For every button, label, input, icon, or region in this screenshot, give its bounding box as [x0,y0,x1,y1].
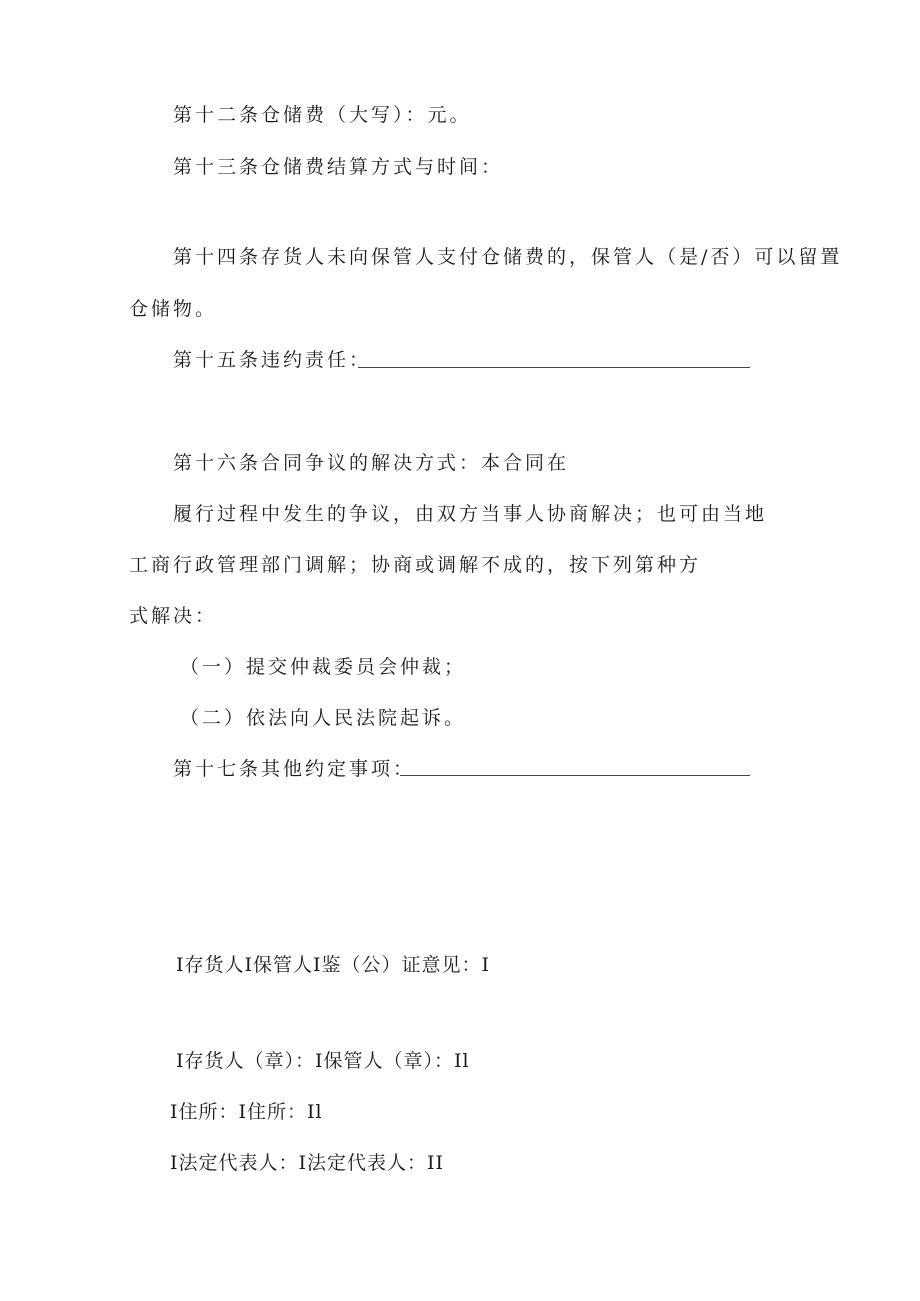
signature-address-row: I住所：I住所：Il [170,1101,323,1123]
signature-representative-row: I法定代表人：I法定代表人：II [170,1152,445,1174]
article-16-line-1: 第十六条合同争议的解决方式：本合同在 [173,452,570,474]
article-12: 第十二条仓储费（大写）：元。 [173,104,472,126]
dispute-option-2: （二）依法向人民法院起诉。 [180,707,467,729]
dispute-option-1: （一）提交仲裁委员会仲裁； [180,656,467,678]
article-17: 第十七条其他约定事项： [173,758,416,780]
article-16-line-3: 工商行政管理部门调解；协商或调解不成的，按下列第种方 [129,554,702,576]
article-14-line-1: 第十四条存货人未向保管人支付仓储费的，保管人（是/否）可以留置 [173,246,843,268]
article-14-line-2: 仓储物。 [129,298,218,320]
article-16-line-4: 式解决： [129,605,218,627]
signature-seal-row: I存货人（章）：I保管人（章）：Il [176,1050,470,1072]
article-15-blank-line [358,367,750,368]
article-16-line-2: 履行过程中发生的争议，由双方当事人协商解决；也可由当地 [173,503,768,525]
signature-header-row: I存货人I保管人I鉴（公）证意见：I [176,954,491,976]
article-15: 第十五条违约责任： [173,349,372,371]
article-17-blank-line [400,775,750,776]
article-13: 第十三条仓储费结算方式与时间： [173,156,504,178]
